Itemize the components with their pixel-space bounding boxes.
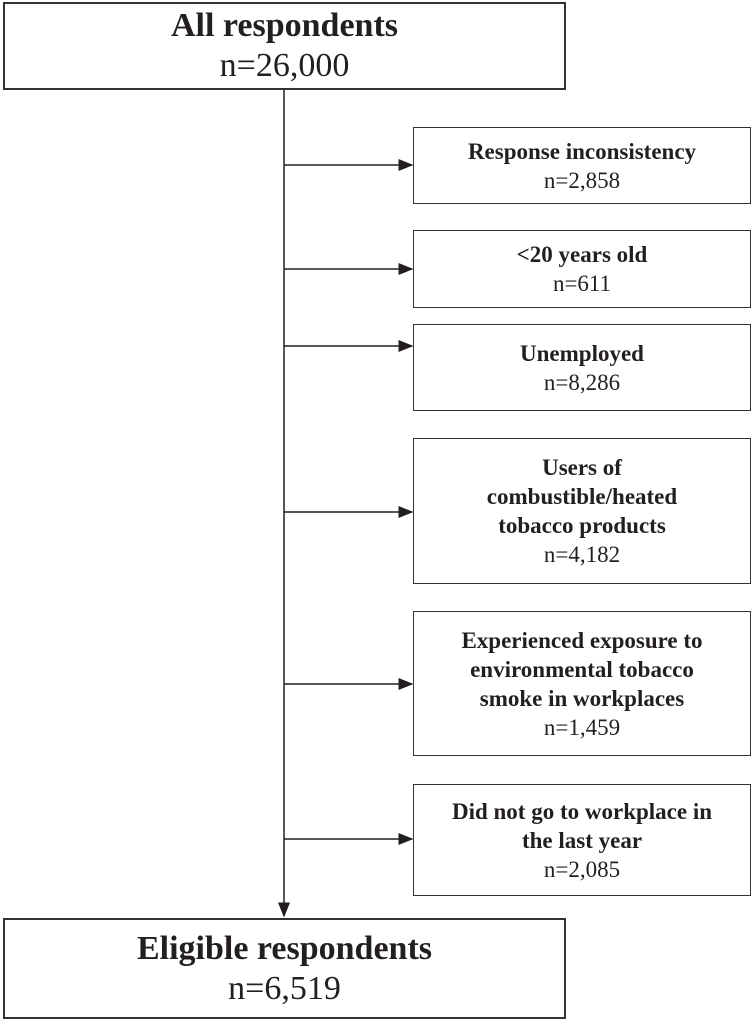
exclusion-label: Unemployed — [520, 340, 644, 366]
all-respondents-title: All respondents — [170, 7, 399, 44]
exclusion-count: n=2,085 — [543, 856, 621, 882]
exclusion-count: n=2,858 — [543, 167, 621, 193]
exclusion-count: n=611 — [552, 271, 612, 296]
exclusion-box — [413, 611, 751, 756]
exclusion-label: Did not go to workplace in — [451, 798, 713, 824]
exclusion-box — [413, 230, 751, 308]
exclusion-label: the last year — [521, 827, 643, 853]
all-respondents-count: n=26,000 — [219, 47, 350, 84]
all-respondents-box — [3, 2, 566, 90]
exclusion-label: tobacco products — [498, 513, 666, 538]
exclusion-label: environmental tobacco — [470, 656, 694, 682]
eligible-respondents-count: n=6,519 — [228, 969, 341, 1007]
exclusion-label: <20 years old — [516, 242, 648, 267]
exclusion-label: Response inconsistency — [467, 138, 697, 164]
exclusion-label: smoke in workplaces — [479, 685, 685, 711]
exclusion-box — [413, 784, 751, 896]
exclusion-label: Users of — [542, 455, 622, 480]
exclusion-label: combustible/heated — [486, 484, 678, 509]
exclusion-box — [413, 127, 751, 204]
exclusion-box — [413, 324, 751, 411]
exclusion-box — [413, 438, 751, 584]
exclusion-label: Experienced exposure to — [461, 627, 703, 653]
exclusion-count: n=4,182 — [543, 542, 621, 567]
eligible-respondents-box — [3, 918, 566, 1019]
exclusion-count: n=1,459 — [543, 714, 621, 740]
eligible-respondents-title: Eligible respondents — [136, 929, 433, 967]
exclusion-count: n=8,286 — [543, 369, 621, 395]
